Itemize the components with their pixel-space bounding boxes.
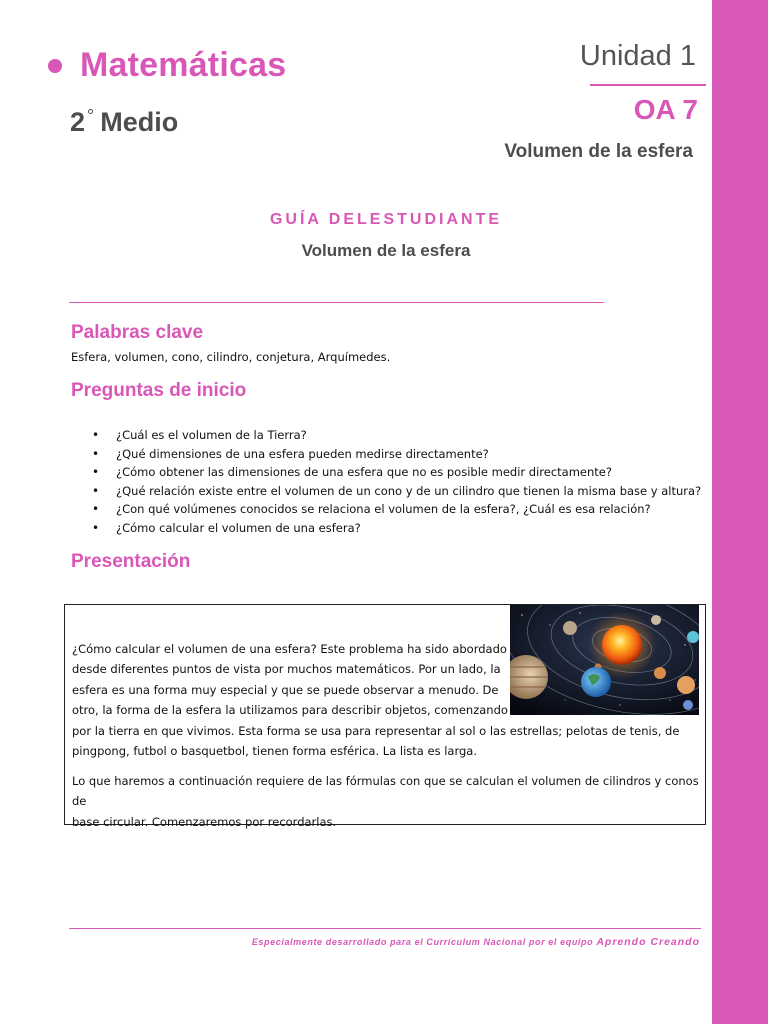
paragraph-line: base circular. Comenzaremos por recordarlas. <box>72 814 337 829</box>
question-item: • ¿Cómo calcular el volumen de una esfera? <box>92 519 701 538</box>
solar-system-image <box>510 605 699 715</box>
presentation-heading: Presentación <box>71 551 191 572</box>
grade-label: Medio <box>100 107 179 137</box>
topic-title: Volumen de la esfera <box>504 141 693 162</box>
footer-divider <box>69 928 701 929</box>
question-item: • ¿Con qué volúmenes conocidos se relaciona el volumen de la esfera?, ¿Cuál es esa relación? <box>92 500 701 519</box>
grade-number: 2 <box>70 107 86 137</box>
question-item: • ¿Cuál es el volumen de la Tierra? <box>92 426 701 445</box>
footer-credit <box>252 936 700 948</box>
keywords-heading: Palabras clave <box>71 322 204 343</box>
presentation-box <box>64 604 706 829</box>
objective-code: OA 7 <box>633 94 698 125</box>
paragraph-line: pingpong, futbol o basquetbol, tienen forma esférica. La lista es larga. <box>72 744 477 759</box>
questions-heading: Preguntas de inicio <box>71 380 247 401</box>
paragraph-line: por la tierra en que vivimos. Esta forma se usa para representar al sol o las estrellas; pelotas de tenis, de <box>72 723 680 738</box>
side-accent-bar <box>712 0 768 1024</box>
questions-list <box>92 426 701 537</box>
unit-divider <box>590 84 706 86</box>
question-item: • ¿Cómo obtener las dimensiones de una esfera que no es posible medir directamente? <box>92 463 701 482</box>
guide-title: GUÍA DELESTUDIANTE <box>269 211 503 228</box>
paragraph-line: esfera es una forma muy especial y que se puede observar a menudo. De <box>72 682 499 697</box>
paragraph-line: otro, la forma de la esfera la utilizamos para describir objetos, comenzando <box>72 703 508 718</box>
grade-level <box>70 106 178 138</box>
grade-degree: ° <box>87 106 95 126</box>
credit-team: Aprendo Creando <box>596 936 700 948</box>
question-item: • ¿Qué dimensiones de una esfera pueden medirse directamente? <box>92 445 701 464</box>
guide-subtitle: Volumen de la esfera <box>301 241 471 260</box>
subject-title: Matemáticas <box>80 46 287 84</box>
unit-label: Unidad 1 <box>579 40 696 72</box>
question-item: • ¿Qué relación existe entre el volumen de un cono y de un cilindro que tienen la misma base y altura? <box>92 482 701 501</box>
bullet-dot-icon <box>48 59 62 73</box>
paragraph-line: desde diferentes puntos de vista por muchos matemáticos. Por un lado, la <box>72 662 501 677</box>
presentation-paragraph-2 <box>72 771 702 832</box>
credit-text: Especialmente desarrollado para el Currículum Nacional por el equipo <box>251 937 594 947</box>
paragraph-line: ¿Cómo calcular el volumen de una esfera? Este problema ha sido abordado <box>72 642 507 656</box>
keywords-text: Esfera, volumen, cono, cilindro, conjetura, Arquímedes. <box>71 350 391 364</box>
section-divider <box>69 302 604 303</box>
paragraph-line: Lo que haremos a continuación requiere de las fórmulas con que se calculan el volumen de cilindros y conos de <box>72 774 699 809</box>
subject-header <box>48 46 286 85</box>
